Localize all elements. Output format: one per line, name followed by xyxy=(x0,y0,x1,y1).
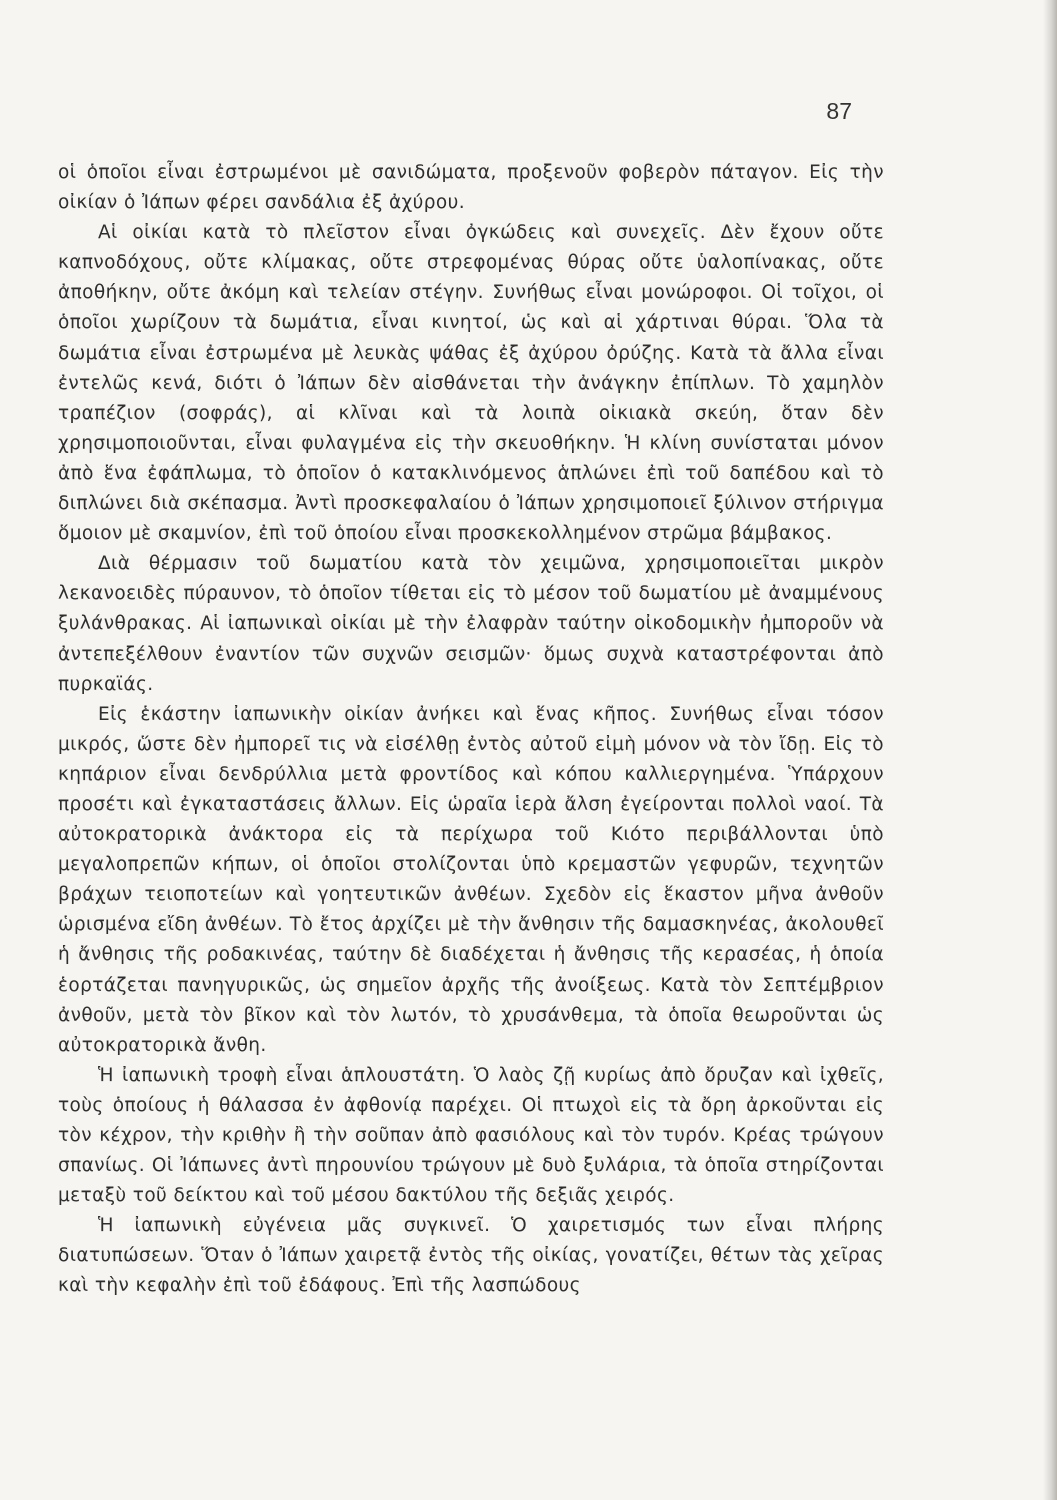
paragraph: Εἰς ἑκάστην ἰαπωνικὴν οἰκίαν ἀνήκει καὶ ἕνας κῆπος. Συνήθως εἶναι τόσον μικρός, ὥστε δὲν ἠμπορεῖ τις νὰ εἰσέλθῃ ἐντὸς αὐτοῦ εἰμὴ μόνον νὰ τὸν ἴδῃ. Εἰς τὸ κηπάριον εἶναι δενδρύλλια μετὰ φροντίδος καὶ κόπου καλλιεργημένα. Ὑπάρχουν προσέτι καὶ ἐγκαταστάσεις ἄλλων. Εἰς ὡραῖα ἱερὰ ἄλση ἐγείρονται πολλοὶ ναοί. Τὰ αὐτοκρατορικὰ ἀνάκτορα εἰς τὰ περίχωρα τοῦ Κιότο περιβάλλονται ὑπὸ μεγαλοπρεπῶν κήπων, οἱ ὁποῖοι στολίζονται ὑπὸ κρεμαστῶν γεφυρῶν, τεχνητῶν βράχων τειοποτείων καὶ γοητευτικῶν ἀνθέων. Σχεδὸν εἰς ἕκαστον μῆνα ἀνθοῦν ὡρισμένα εἴδη ἀνθέων. Τὸ ἔτος ἀρχίζει μὲ τὴν ἄνθησιν τῆς δαμασκηνέας, ἀκολουθεῖ ἡ ἄνθησις τῆς ροδακινέας, ταύτην δὲ διαδέχεται ἡ ἄνθησις τῆς κερασέας, ἡ ὁποία ἑορτάζεται πανηγυρικῶς, ὡς σημεῖον ἀρχῆς τῆς ἀνοίξεως. Κατὰ τὸν Σεπτέμβριον ἀνθοῦν, μετὰ τὸν βῖκον καὶ τὸν λωτόν, τὸ χρυσάνθεμα, τὰ ὁποῖα θεωροῦνται ὡς αὐτοκρατορικὰ ἄνθη. xyxy=(58,703,884,1056)
paragraph: Αἱ οἰκίαι κατὰ τὸ πλεῖστον εἶναι ὀγκώδεις καὶ συνεχεῖς. Δὲν ἔχουν οὔτε καπνοδόχους, οὔτε κλίμακας, οὔτε στρεφομένας θύρας οὔτε ὑαλοπίνακας, οὔτε ἀποθήκην, οὔτε ἀκόμη καὶ τελείαν στέγην. Συνήθως εἶναι μονώροφοι. Οἱ τοῖχοι, οἱ ὁποῖοι χωρίζουν τὰ δωμάτια, εἶναι κινητοί, ὡς καὶ αἱ χάρτιναι θύραι. Ὅλα τὰ δωμάτια εἶναι ἐστρωμένα μὲ λευκὰς ψάθας ἐξ ἀχύρου ὀρύζης. Κατὰ τὰ ἄλλα εἶναι ἐντελῶς κενά, διότι ὁ Ἰάπων δὲν αἰσθάνεται τὴν ἀνάγκην ἐπίπλων. Τὸ χαμηλὸν τραπέζιον (σοφράς), αἱ κλῖναι καὶ τὰ λοιπὰ οἰκιακὰ σκεύη, ὅταν δὲν χρησιμοποιοῦνται, εἶναι φυλαγμένα εἰς τὴν σκευοθήκην. Ἡ κλίνη συνίσταται μόνον ἀπὸ ἕνα ἐφάπλωμα, τὸ ὁποῖον ὁ κατακλινόμενος ἁπλώνει ἐπὶ τοῦ δαπέδου καὶ τὸ διπλώνει διὰ σκέπασμα. Ἀντὶ προσκεφαλαίου ὁ Ἰάπων χρησιμοποιεῖ ξύλινον στήριγμα ὅμοιον μὲ σκαμνίον, ἐπὶ τοῦ ὁποίου εἶναι προσκεκολλημένον στρῶμα βάμβακος. xyxy=(58,222,884,545)
body-text xyxy=(58,158,884,1302)
page-edge-shadow xyxy=(1043,0,1057,1500)
paragraph: Ἡ ἰαπωνικὴ τροφὴ εἶναι ἁπλουστάτη. Ὁ λαὸς ζῇ κυρίως ἀπὸ ὄρυζαν καὶ ἰχθεῖς, τοὺς ὁποίους ἡ θάλασσα ἐν ἀφθονίᾳ παρέχει. Οἱ πτωχοὶ εἰς τὰ ὄρη ἀρκοῦνται εἰς τὸν κέχρον, τὴν κριθὴν ἢ τὴν σοῦπαν ἀπὸ φασιόλους καὶ τὸν τυρόν. Κρέας τρώγουν σπανίως. Οἱ Ἰάπωνες ἀντὶ πηρουνίου τρώγουν μὲ δυὸ ξυλάρια, τὰ ὁποῖα στηρίζονται μεταξὺ τοῦ δείκτου καὶ τοῦ μέσου δακτύλου τῆς δεξιᾶς χειρός. xyxy=(58,1064,884,1207)
paragraph: Ἡ ἰαπωνικὴ εὐγένεια μᾶς συγκινεῖ. Ὁ χαιρετισμός των εἶναι πλήρης διατυπώσεων. Ὅταν ὁ Ἰάπων χαιρετᾷ ἐντὸς τῆς οἰκίας, γονατίζει, θέτων τὰς χεῖρας καὶ τὴν κεφαλὴν ἐπὶ τοῦ ἐδάφους. Ἐπὶ τῆς λασπώδους xyxy=(58,1215,884,1297)
paragraph: Διὰ θέρμασιν τοῦ δωματίου κατὰ τὸν χειμῶνα, χρησιμοποιεῖται μικρὸν λεκανοειδὲς πύραυνον, τὸ ὁποῖον τίθεται εἰς τὸ μέσον τοῦ δωματίου μὲ ἀναμμένους ξυλάνθρακας. Αἱ ἰαπωνικαὶ οἰκίαι μὲ τὴν ἐλαφρὰν ταύτην οἰκοδομικὴν ἠμποροῦν νὰ ἀντεπεξέλθουν ἐναντίον τῶν συχνῶν σεισμῶν· ὅμως συχνὰ καταστρέφονται ἀπὸ πυρκαϊάς. xyxy=(58,553,884,695)
page-number: 87 xyxy=(826,98,852,124)
paragraph: οἱ ὁποῖοι εἶναι ἐστρωμένοι μὲ σανιδώματα, προξενοῦν φοβερὸν πάταγον. Εἰς τὴν οἰκίαν ὁ Ἰάπων φέρει σανδάλια ἐξ ἀχύρου. xyxy=(58,162,884,214)
